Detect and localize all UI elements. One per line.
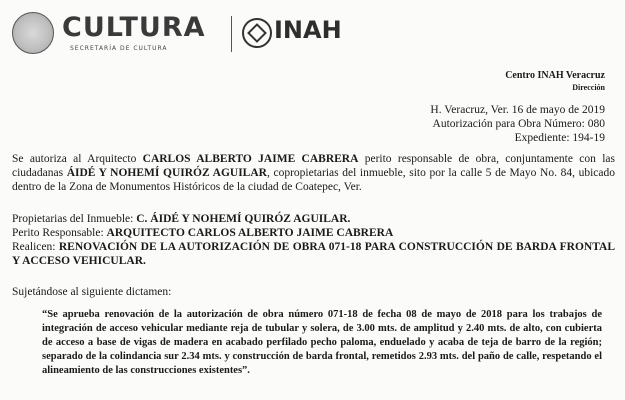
intro-text-3: , copropietarias del inmueble, sito por la calle 5 de Mayo No. 84, ubicado dentro de la Zona de Monumentos Históricos de la ciudad de Coatepec, Ver.	[12, 167, 615, 193]
authorization-number: Autorización para Obra Número: 080	[432, 118, 605, 130]
office-title: Centro INAH Veracruz	[505, 70, 605, 81]
inah-logo-text: INAH	[274, 16, 342, 44]
owners-field	[12, 212, 615, 226]
owners-value: C. ÁIDÉ Y NOHEMÍ QUIRÓZ AGUILAR.	[136, 213, 351, 225]
perito-label: Perito Responsable:	[12, 227, 107, 239]
perito-field	[12, 226, 615, 240]
document-meta	[430, 103, 605, 145]
place-date: H. Veracruz, Ver. 16 de mayo de 2019	[430, 104, 605, 116]
intro-text-1: Se autoriza al Arquitecto	[12, 153, 143, 165]
architect-name: CARLOS ALBERTO JAIME CABRERA	[142, 153, 359, 165]
dictamen-intro: Sujetándose al siguiente dictamen:	[12, 286, 172, 298]
office-subtitle: Dirección	[572, 83, 605, 92]
intro-text-2: perito responsable de obra, conjuntamente con las ciudadanas	[12, 153, 615, 179]
realicen-label: Realicen:	[12, 241, 59, 253]
office-block	[505, 70, 605, 94]
secretaria-text: SECRETARÍA DE CULTURA	[70, 45, 168, 52]
perito-value: ARQUITECTO CARLOS ALBERTO JAIME CABRERA	[106, 227, 394, 239]
owners-label: Propietarias del Inmueble:	[12, 213, 137, 225]
letterhead	[10, 10, 350, 60]
intro-paragraph	[12, 152, 615, 194]
owners-name: ÁIDÉ Y NOHEMÍ QUIRÓZ AGUILAR	[66, 167, 267, 179]
realicen-field	[12, 240, 615, 268]
expediente-number: Expediente: 194-19	[514, 132, 605, 144]
cultura-logo-text: CULTURA	[62, 12, 206, 43]
logo-divider	[231, 16, 232, 52]
mexico-seal-icon	[12, 12, 54, 54]
realicen-value: RENOVACIÓN DE LA AUTORIZACIÓN DE OBRA 071-18 PARA CONSTRUCCIÓN DE BARDA FRONTAL Y ACCESO VEHICULAR.	[12, 241, 615, 267]
inah-emblem-icon	[242, 18, 272, 48]
dictamen-text: “Se aprueba renovación de la autorización de obra número 071-18 de fecha 08 de mayo de 2018 para los trabajos de integración de acceso vehicular mediante reja de tubular y solera, de 3.00 mts. de amplitud y 2.40 mts. de alto, con cubierta de acceso a base de vigas de madera en acabado perfilado pecho paloma, enduelado y acaba de teja de barro de la región; separado de la colindancia sur 2.34 mts. y construcción de barda frontal, remetidos 2.93 mts. del paño de calle, respetando el alineamiento de las construcciones existentes”.	[42, 309, 602, 376]
